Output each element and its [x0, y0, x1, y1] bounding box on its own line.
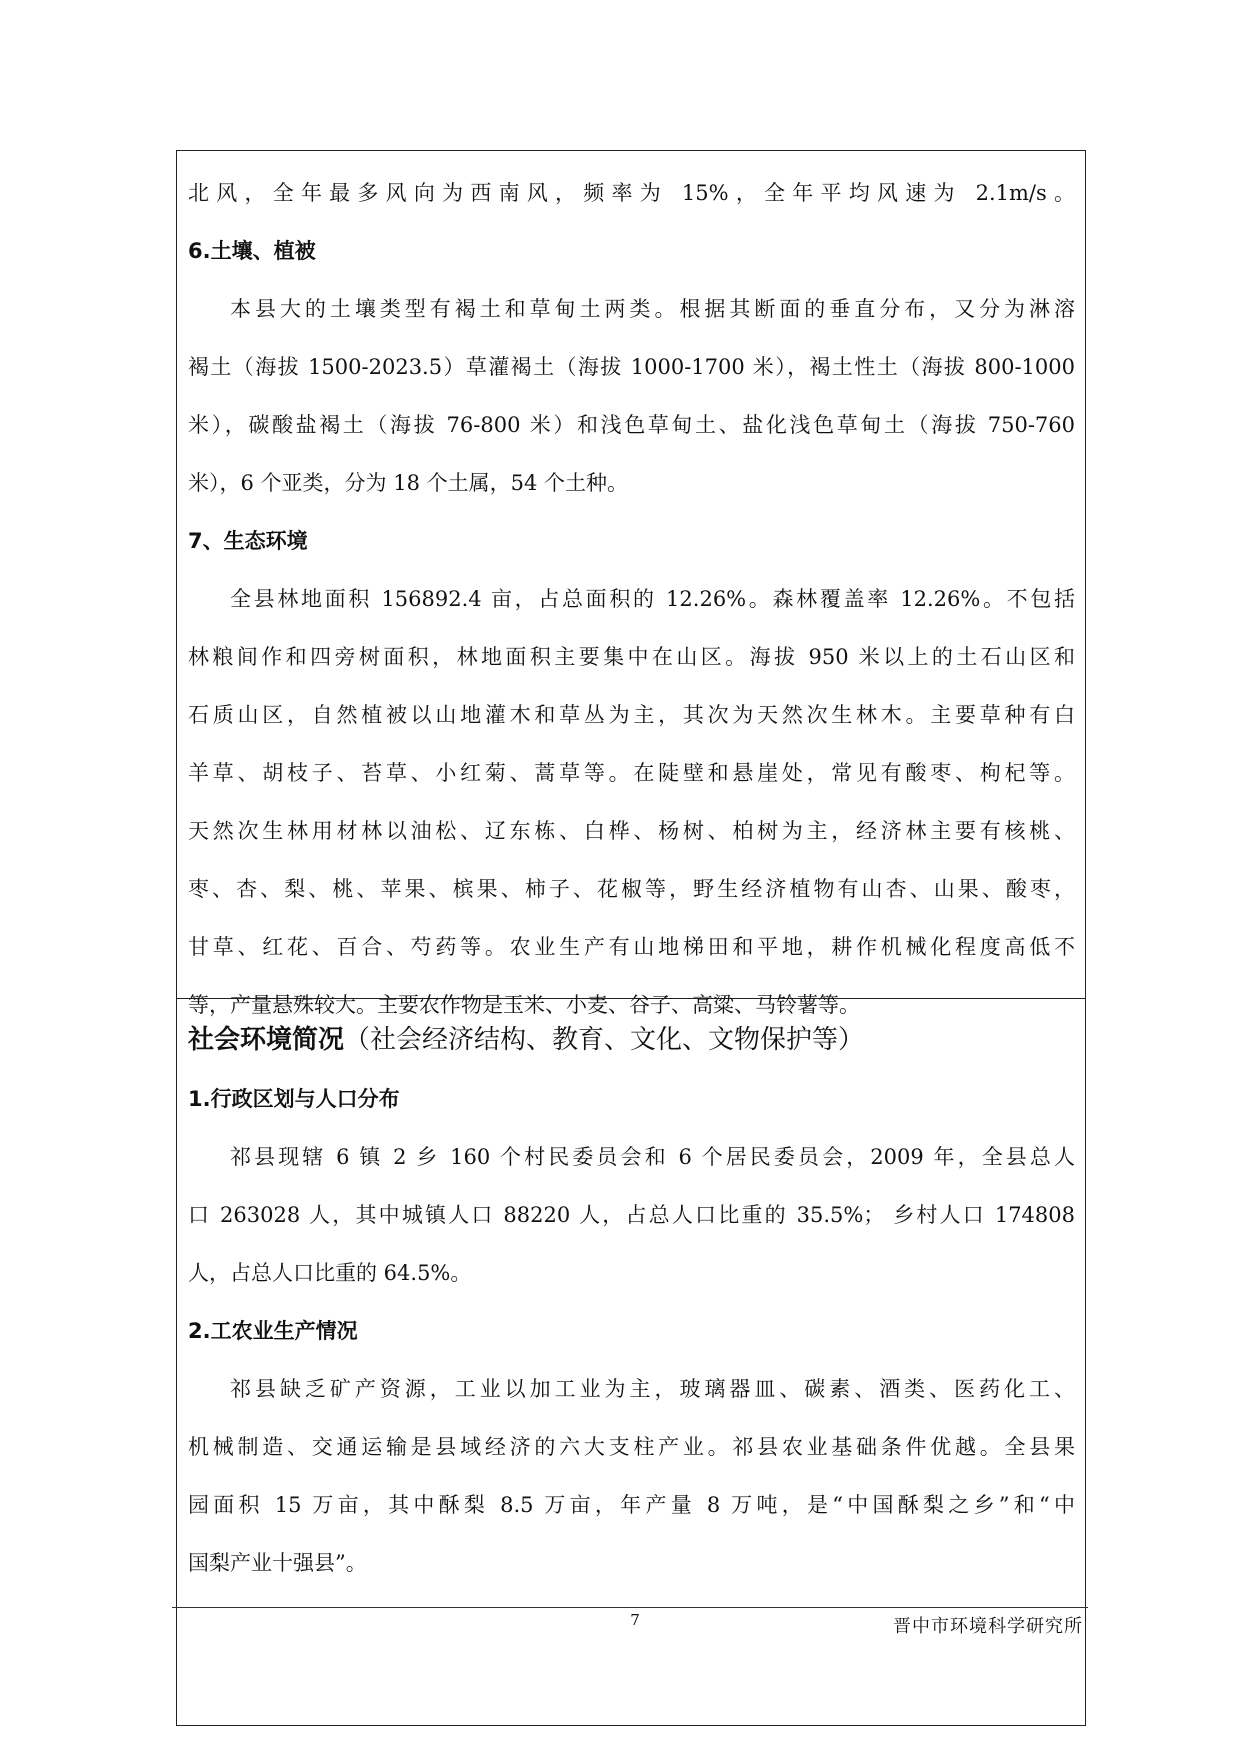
industry-agriculture-heading: 2.工农业生产情况	[188, 1319, 358, 1343]
paragraph-line: 林粮间作和四旁树面积，林地面积主要集中在山区。海拔 950 米以上的土石山区和	[188, 645, 1075, 669]
paragraph-line: 祁县现辖 6 镇 2 乡 160 个村民委员会和 6 个居民委员会，2009 年，全县总人	[230, 1145, 1075, 1169]
paragraph-line: 北风，全年最多风向为西南风，频率为 15%，全年平均风速为 2.1m/s。	[188, 181, 1075, 205]
paragraph-line: 本县大的土壤类型有褐土和草甸土两类。根据其断面的垂直分布，又分为淋溶	[230, 297, 1075, 321]
section-title	[188, 1010, 1075, 1070]
paragraph-line: 褐土（海拔 1500-2023.5）草灌褐土（海拔 1000-1700 米），褐土性土（海拔 800-1000	[188, 355, 1075, 379]
paragraph-line: 石质山区，自然植被以山地灌木和草丛为主，其次为天然次生林木。主要草种有白	[188, 703, 1075, 727]
footer-divider	[172, 1607, 1088, 1608]
paragraph-line: 甘草、红花、百合、芍药等。农业生产有山地梯田和平地，耕作机械化程度高低不	[188, 935, 1075, 959]
paragraph-line: 羊草、胡枝子、苔草、小红菊、蒿草等。在陡壁和悬崖处，常见有酸枣、枸杞等。	[188, 761, 1075, 785]
administrative-division-heading: 1.行政区划与人口分布	[188, 1087, 400, 1111]
paragraph-line: 天然次生林用材林以油松、辽东栋、白桦、杨树、柏树为主，经济林主要有核桃、	[188, 819, 1075, 843]
paragraph-line: 机械制造、交通运输是县域经济的六大支柱产业。祁县农业基础条件优越。全县果	[188, 1435, 1075, 1459]
paragraph-line: 国梨产业十强县”。	[188, 1551, 367, 1575]
paragraph-line: 米），6 个亚类，分为 18 个土属，54 个土种。	[188, 471, 629, 495]
soil-vegetation-heading: 6.土壤、植被	[188, 239, 316, 263]
section-title-sub: （社会经济结构、教育、文化、文物保护等）	[344, 1025, 865, 1055]
paragraph-line: 枣、杏、梨、桃、苹果、槟果、柿子、花椒等，野生经济植物有山杏、山果、酸枣，	[188, 877, 1075, 901]
natural-environment-cell	[177, 151, 1085, 1017]
footer-organization: 晋中市环境科学研究所	[893, 1616, 1083, 1637]
paragraph-line: 人，占总人口比重的 64.5%。	[188, 1261, 472, 1285]
paragraph-line: 等，产量悬殊较大。主要农作物是玉米、小麦、谷子、高粱、马铃薯等。	[188, 993, 860, 1017]
paragraph-line: 口 263028 人，其中城镇人口 88220 人，占总人口比重的 35.5%； 乡村人口 174808	[188, 1203, 1075, 1227]
ecological-environment-heading: 7、生态环境	[188, 529, 308, 553]
paragraph-line: 祁县缺乏矿产资源，工业以加工业为主，玻璃器皿、碳素、酒类、医药化工、	[230, 1377, 1075, 1401]
section-title-main: 社会环境简况	[188, 1025, 345, 1055]
page-number: 7	[630, 1611, 640, 1629]
paragraph-line: 全县林地面积 156892.4 亩，占总面积的 12.26%。森林覆盖率 12.26%。不包括	[230, 587, 1075, 611]
document-table	[176, 150, 1086, 1726]
paragraph-line: 园面积 15 万亩，其中酥梨 8.5 万亩，年产量 8 万吨，是“中国酥梨之乡”和“中	[188, 1493, 1075, 1517]
paragraph-line: 米），碳酸盐褐土（海拔 76-800 米）和浅色草甸土、盐化浅色草甸土（海拔 750-760	[188, 413, 1075, 437]
